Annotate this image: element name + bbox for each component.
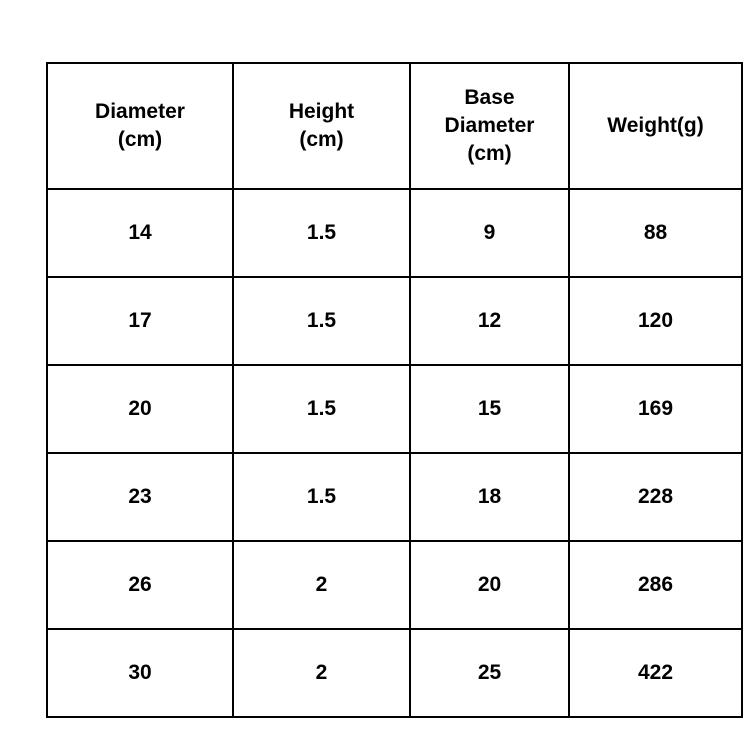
cell-diameter: 23 (47, 453, 233, 541)
cell-weight: 120 (569, 277, 742, 365)
table-row (47, 629, 742, 717)
table-row (47, 365, 742, 453)
column-header-weight (569, 63, 742, 189)
cell-weight: 286 (569, 541, 742, 629)
cell-height: 1.5 (233, 189, 410, 277)
cell-weight: 422 (569, 629, 742, 717)
cell-diameter: 26 (47, 541, 233, 629)
cell-diameter: 30 (47, 629, 233, 717)
cell-diameter: 20 (47, 365, 233, 453)
column-header-height-line-1: Height (288, 100, 355, 124)
cell-height: 2 (233, 541, 410, 629)
cell-diameter: 14 (47, 189, 233, 277)
cell-base-diameter: 15 (410, 365, 569, 453)
cell-base-diameter: 20 (410, 541, 569, 629)
table-row (47, 453, 742, 541)
column-header-diameter-line-2: (cm) (117, 128, 163, 151)
cell-base-diameter: 18 (410, 453, 569, 541)
cell-base-diameter: 12 (410, 277, 569, 365)
cell-height: 1.5 (233, 277, 410, 365)
table-row (47, 189, 742, 277)
cell-weight: 88 (569, 189, 742, 277)
column-header-base-diameter-line-1: Base (464, 86, 515, 110)
cell-diameter: 17 (47, 277, 233, 365)
cell-weight: 169 (569, 365, 742, 453)
cell-height: 1.5 (233, 365, 410, 453)
cell-base-diameter: 25 (410, 629, 569, 717)
column-header-height (233, 63, 410, 189)
table-header (47, 63, 742, 189)
table-row (47, 277, 742, 365)
table-body (47, 189, 742, 717)
column-header-weight-line-1: Weight(g) (607, 114, 704, 138)
column-header-base-diameter-line-2: Diameter (444, 114, 535, 138)
column-header-base-diameter (410, 63, 569, 189)
cell-height: 1.5 (233, 453, 410, 541)
column-header-diameter (47, 63, 233, 189)
table-header-row (47, 63, 742, 189)
table-row (47, 541, 742, 629)
cell-weight: 228 (569, 453, 742, 541)
cell-height: 2 (233, 629, 410, 717)
column-header-height-line-2: (cm) (299, 128, 344, 151)
specification-table (46, 62, 743, 718)
column-header-base-diameter-line-3: (cm) (467, 141, 512, 165)
column-header-diameter-line-1: Diameter (95, 100, 185, 124)
cell-base-diameter: 9 (410, 189, 569, 277)
